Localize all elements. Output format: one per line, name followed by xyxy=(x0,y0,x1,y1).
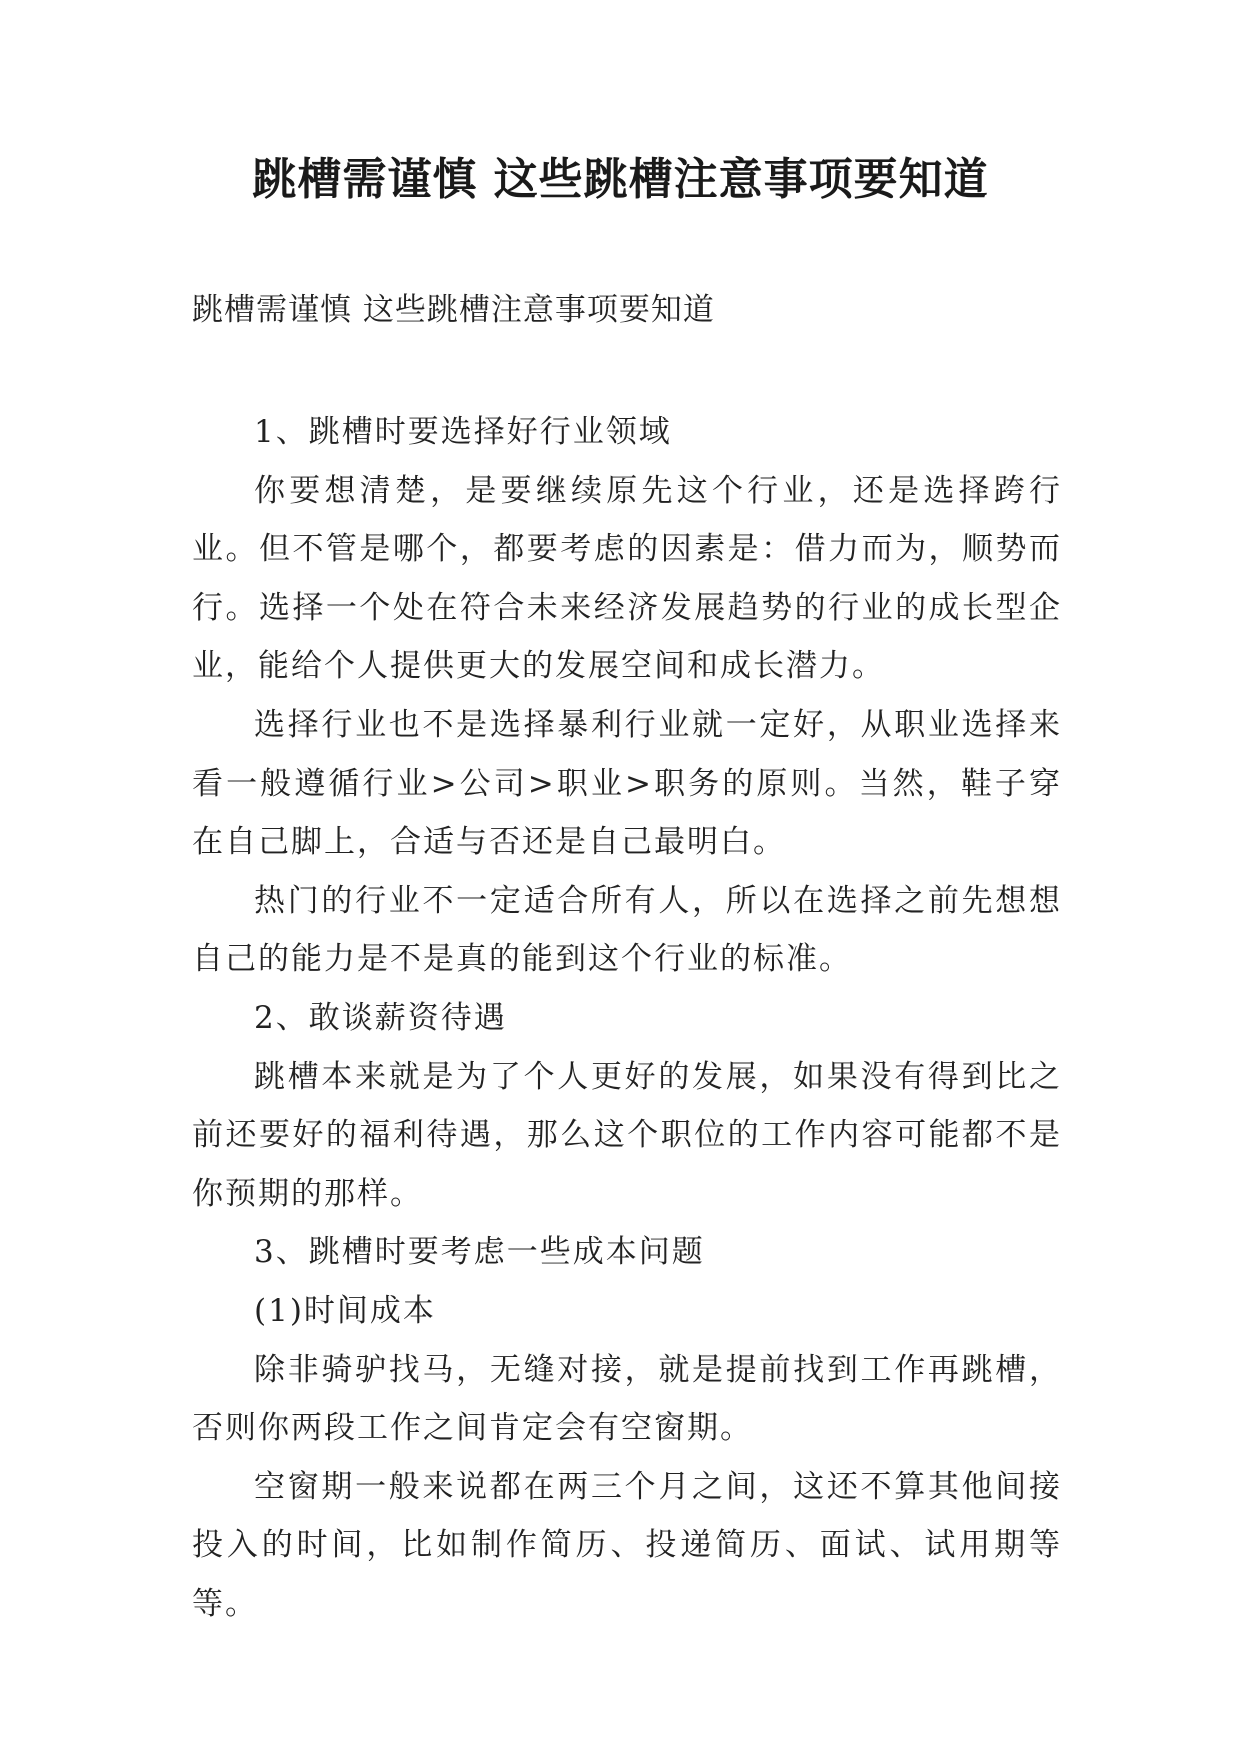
document-body xyxy=(192,403,1062,1633)
subsection-heading-time-cost: (1)时间成本 xyxy=(254,1292,436,1329)
section-heading-salary: 2、敢谈薪资待遇 xyxy=(254,999,507,1036)
page-title: 跳槽需谨慎 这些跳槽注意事项要知道 xyxy=(252,154,989,205)
paragraph: 跳槽本来就是为了个人更好的发展，如果没有得到比之前还要好的福利待遇，那么这个职位的工作内容可能都不是你预期的那样。 xyxy=(192,1058,1062,1212)
paragraph: 热门的行业不一定适合所有人，所以在选择之前先想想自己的能力是不是真的能到这个行业的标准。 xyxy=(192,882,1062,978)
document-subtitle: 跳槽需谨慎 这些跳槽注意事项要知道 xyxy=(192,292,715,328)
section-heading-cost: 3、跳槽时要考虑一些成本问题 xyxy=(254,1234,705,1271)
paragraph: 选择行业也不是选择暴利行业就一定好，从职业选择来看一般遵循行业>公司>职业>职务的原则。当然，鞋子穿在自己脚上，合适与否还是自己最明白。 xyxy=(192,706,1062,861)
paragraph: 除非骑驴找马，无缝对接，就是提前找到工作再跳槽，否则你两段工作之间肯定会有空窗期。 xyxy=(192,1351,1062,1447)
paragraph: 你要想清楚，是要继续原先这个行业，还是选择跨行业。但不管是哪个，都要考虑的因素是：借力而为，顺势而行。选择一个处在符合未来经济发展趋势的行业的成长型企业，能给个人提供更大的发展空间和成长潜力。 xyxy=(192,472,1062,685)
section-heading-industry: 1、跳槽时要选择好行业领域 xyxy=(254,414,672,450)
paragraph: 空窗期一般来说都在两三个月之间，这还不算其他间接投入的时间，比如制作简历、投递简历、面试、试用期等等。 xyxy=(192,1468,1062,1622)
